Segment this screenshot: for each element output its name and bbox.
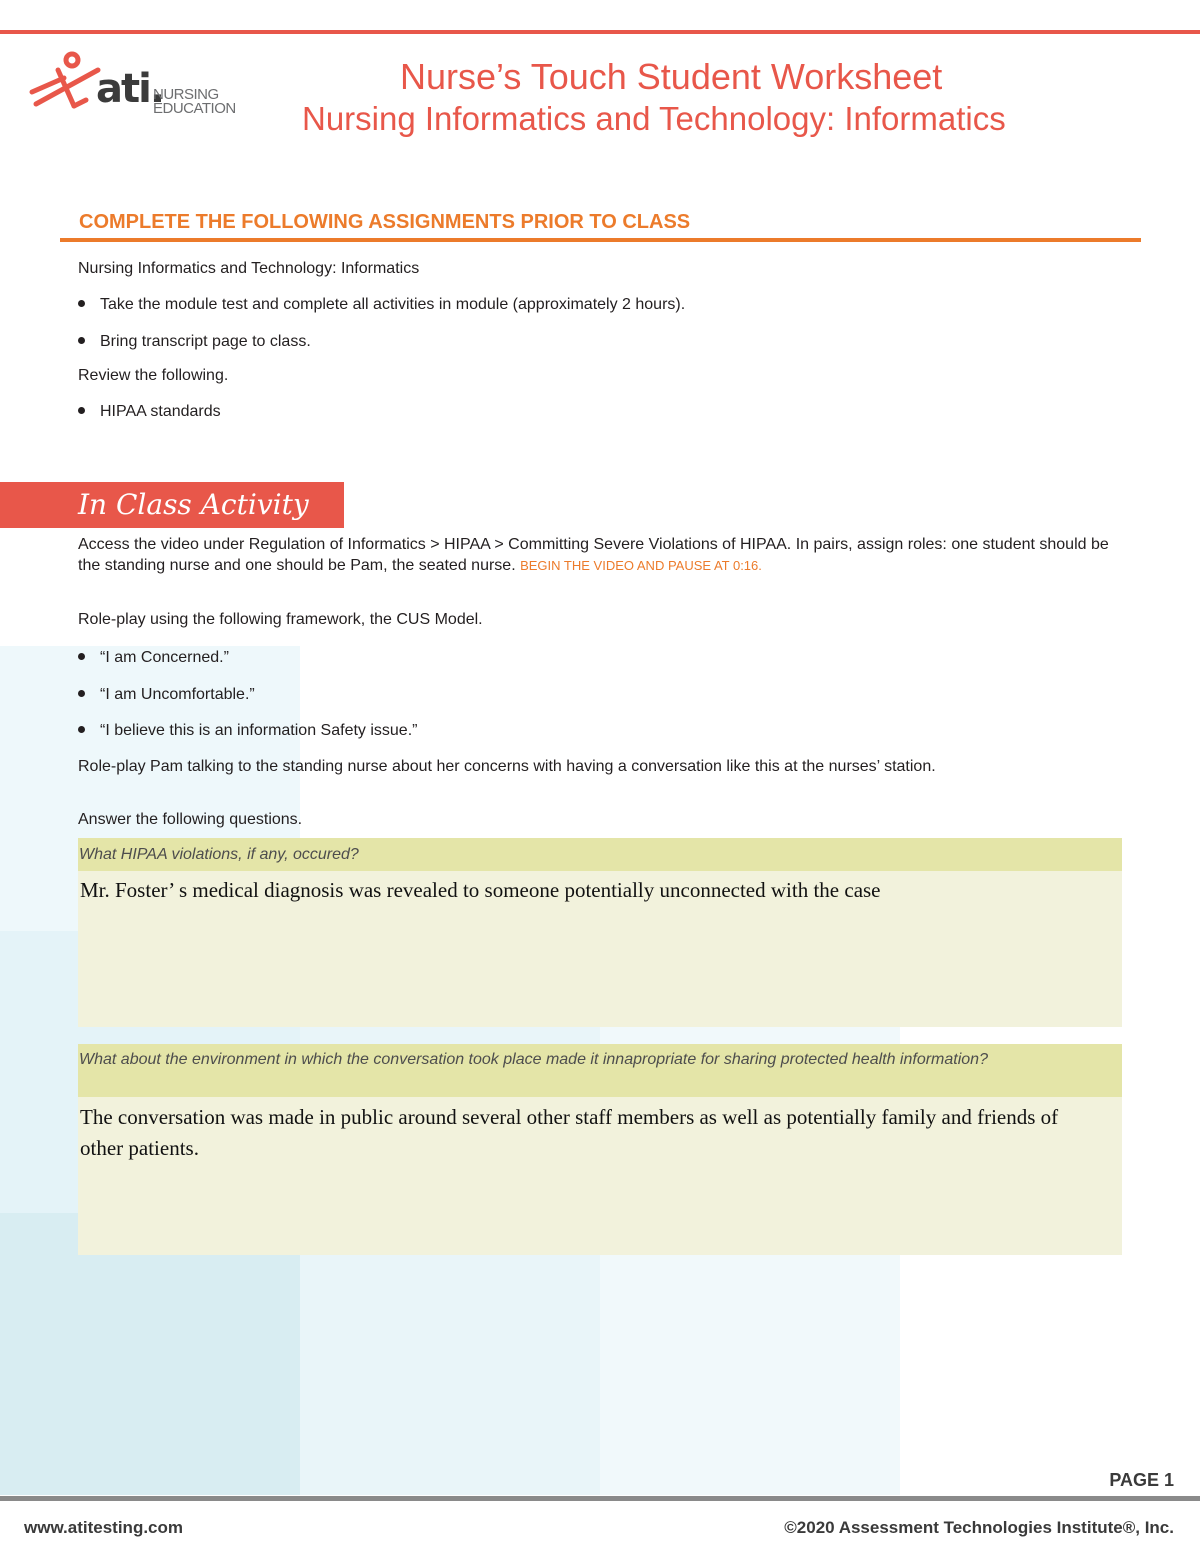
in-class-activity-banner: In Class Activity	[0, 482, 344, 528]
list-item: “I am Uncomfortable.”	[78, 686, 255, 704]
list-item: Bring transcript page to class.	[78, 333, 311, 351]
answer-text: Mr. Foster’ s medical diagnosis was revealed to someone potentially unconnected with the case	[80, 878, 881, 902]
question-bar: What HIPAA violations, if any, occured?	[78, 838, 1122, 871]
bullet-icon	[78, 337, 85, 344]
answer-text: The conversation was made in public around several other staff members as well as potentially family and friends of other patients.	[80, 1105, 1059, 1160]
page-subtitle: Nursing Informatics and Technology: Informatics	[302, 100, 1006, 137]
list-item: Take the module test and complete all activities in module (approximately 2 hours).	[78, 296, 685, 314]
list-item: HIPAA standards	[78, 403, 221, 421]
footer-url[interactable]: www.atitesting.com	[24, 1518, 184, 1537]
top-accent-line	[0, 30, 1200, 34]
bullet-icon	[78, 407, 85, 414]
prior-assignments-heading: COMPLETE THE FOLLOWING ASSIGNMENTS PRIOR TO CLASS	[79, 211, 691, 233]
ati-logo	[28, 48, 258, 128]
question-bar: What about the environment in which the conversation took place made it innapropriate for sharing protected health information?	[78, 1044, 1122, 1097]
review-label: Review the following.	[78, 367, 229, 384]
answer-label: Answer the following questions.	[78, 811, 303, 828]
bullet-icon	[78, 690, 85, 697]
footer-divider	[0, 1496, 1200, 1501]
bullet-icon	[78, 726, 85, 733]
intro-highlight: BEGIN THE VIDEO AND PAUSE AT 0:16.	[520, 558, 762, 573]
module-name: Nursing Informatics and Technology: Informatics	[78, 260, 420, 277]
activity-intro: Access the video under Regulation of Informatics > HIPAA > Committing Severe Violations of HIPAA. In pairs, assign roles: one student should be the standing nurse and one should be Pam, the seated nurse. BEGIN THE VIDEO AND PAUSE AT 0:16.	[78, 536, 1109, 574]
section-divider	[60, 238, 1141, 242]
logo-brand-text: ati.	[96, 66, 164, 112]
footer-copyright: ©2020 Assessment Technologies Institute®, Inc.	[784, 1518, 1174, 1537]
list-item: “I am Concerned.”	[78, 649, 229, 667]
page-title: Nurse’s Touch Student Worksheet	[400, 56, 943, 97]
logo-subtext: NURSING EDUCATION	[153, 86, 236, 117]
roleplay-text: Role-play Pam talking to the standing nurse about her concerns with having a conversation like this at the nurses’ station.	[78, 758, 936, 775]
list-item: “I believe this is an information Safety issue.”	[78, 722, 417, 740]
bullet-icon	[78, 653, 85, 660]
background-block	[0, 1213, 300, 1495]
page-number: PAGE 1	[1109, 1470, 1174, 1490]
bullet-icon	[78, 300, 85, 307]
framework-text: Role-play using the following framework, the CUS Model.	[78, 611, 483, 628]
